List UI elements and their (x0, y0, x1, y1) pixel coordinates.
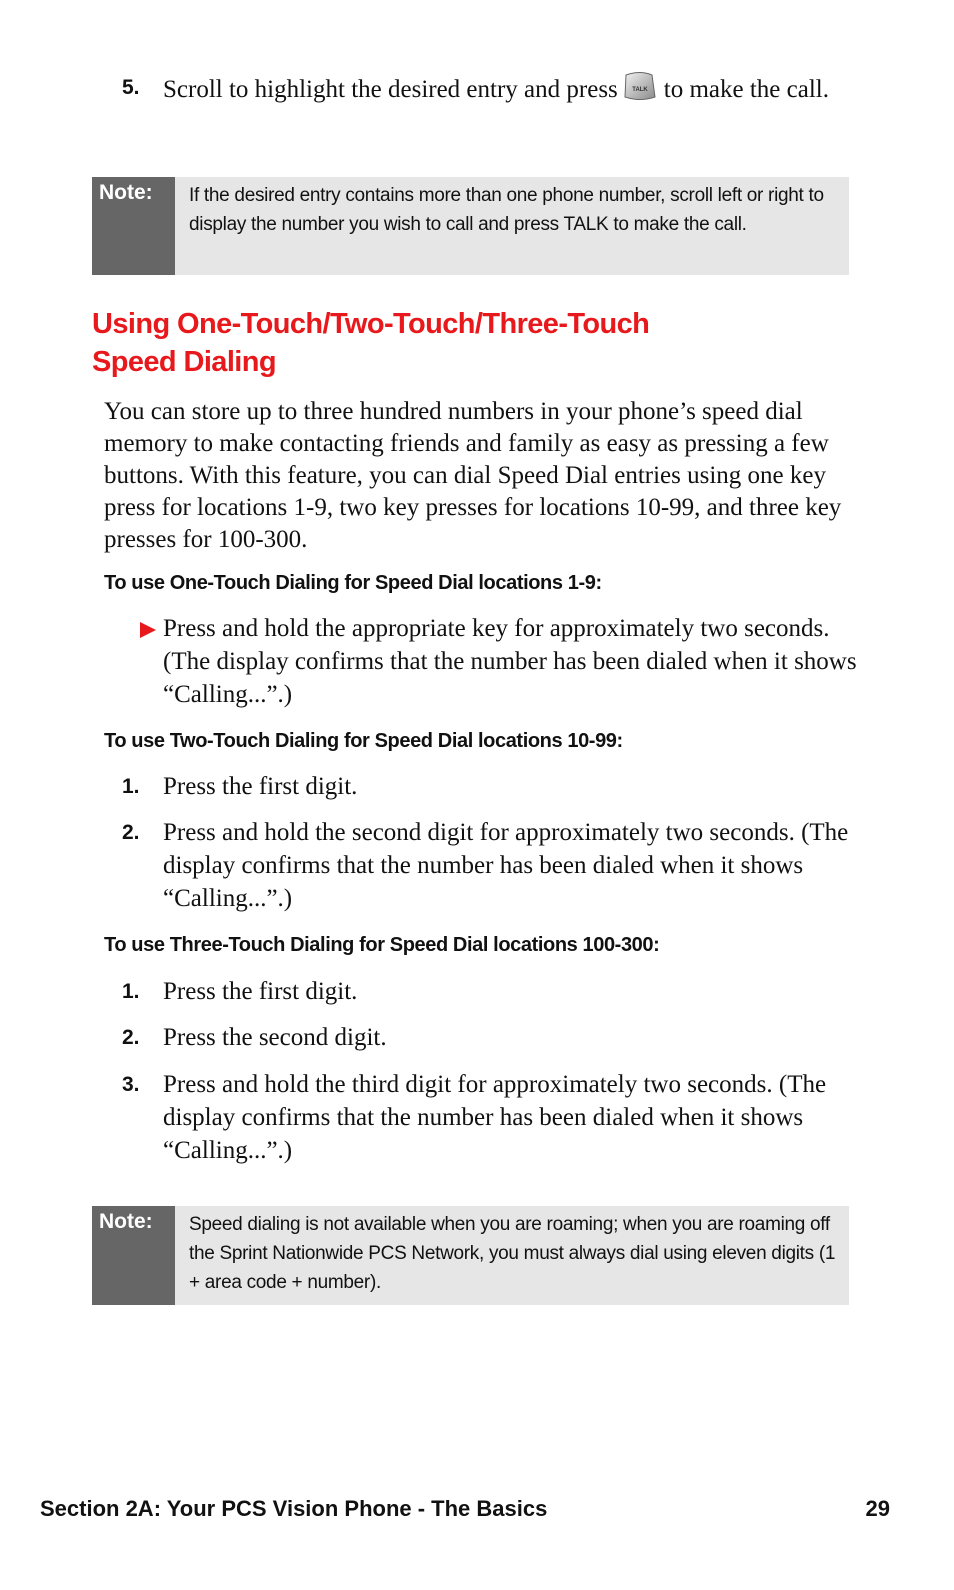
step-5 (122, 71, 862, 106)
step-text: Press the second digit. (163, 1024, 387, 1051)
note-text: Speed dialing is not available when you are roaming; when you are roaming off the Sprint Nationwide PCS Network, you must always dial using eleven digits (1 + area code + number). (189, 1214, 836, 1293)
intro-paragraph: You can store up to three hundred numbers in your phone’s speed dial memory to make contacting friends and family as easy as pressing a few buttons. With this feature, you can dial Speed Dial entries using one key press for locations 1-9, two key presses for locations 10-99, and three key presses for 100-300. (104, 398, 842, 553)
section-heading (92, 305, 792, 381)
talk-key-icon (622, 71, 658, 103)
three-touch-step-2 (122, 1021, 862, 1054)
note-box-1 (92, 177, 849, 275)
subhead-three-touch: To use Three-Touch Dialing for Speed Dial locations 100-300: (104, 934, 660, 956)
bullet-one-touch (140, 612, 860, 711)
note-label: Note: (92, 1206, 175, 1305)
step-text: Press and hold the second digit for approximately two seconds. (The display confirms that the number has been dialed when it shows “Calling...”.) (163, 819, 849, 912)
step-text-before: Scroll to highlight the desired entry and press (163, 76, 618, 103)
three-touch-step-3 (122, 1068, 867, 1167)
two-touch-step-2 (122, 816, 862, 915)
step-text: Press and hold the third digit for approximately two seconds. (The display confirms that the number has been dialed when it shows “Calling...”.) (163, 1071, 827, 1164)
talk-key-label: TALK (632, 87, 648, 93)
step-text: Press the first digit. (163, 978, 358, 1005)
subhead-two-touch: To use Two-Touch Dialing for Speed Dial locations 10-99: (104, 730, 623, 752)
step-number: 1. (122, 980, 140, 1003)
note-label: Note: (92, 177, 175, 275)
note-text: If the desired entry contains more than one phone number, scroll left or right to display the number you wish to call and press TALK to make the call. (189, 185, 824, 235)
three-touch-step-1 (122, 975, 862, 1008)
heading-line-2: Speed Dialing (92, 346, 276, 378)
step-text: Press the first digit. (163, 773, 358, 800)
page-footer (40, 1496, 890, 1522)
note-box-2 (92, 1206, 849, 1305)
heading-line-1: Using One-Touch/Two-Touch/Three-Touch (92, 308, 650, 340)
step-number: 5. (122, 76, 140, 99)
footer-section-title: Section 2A: Your PCS Vision Phone - The Basics (40, 1496, 548, 1521)
step-text (163, 71, 862, 106)
two-touch-step-1 (122, 770, 862, 803)
step-number: 2. (122, 821, 140, 844)
step-text-after: to make the call. (663, 76, 829, 103)
step-number: 2. (122, 1026, 140, 1049)
subhead-one-touch: To use One-Touch Dialing for Speed Dial locations 1-9: (104, 572, 602, 594)
bullet-text: Press and hold the appropriate key for approximately two seconds. (The display confirms that the number has been dialed when it shows “Calling...”.) (163, 615, 857, 708)
step-number: 1. (122, 775, 140, 798)
step-number: 3. (122, 1073, 140, 1096)
page-number: 29 (865, 1496, 890, 1521)
bullet-arrow-icon (140, 622, 156, 638)
